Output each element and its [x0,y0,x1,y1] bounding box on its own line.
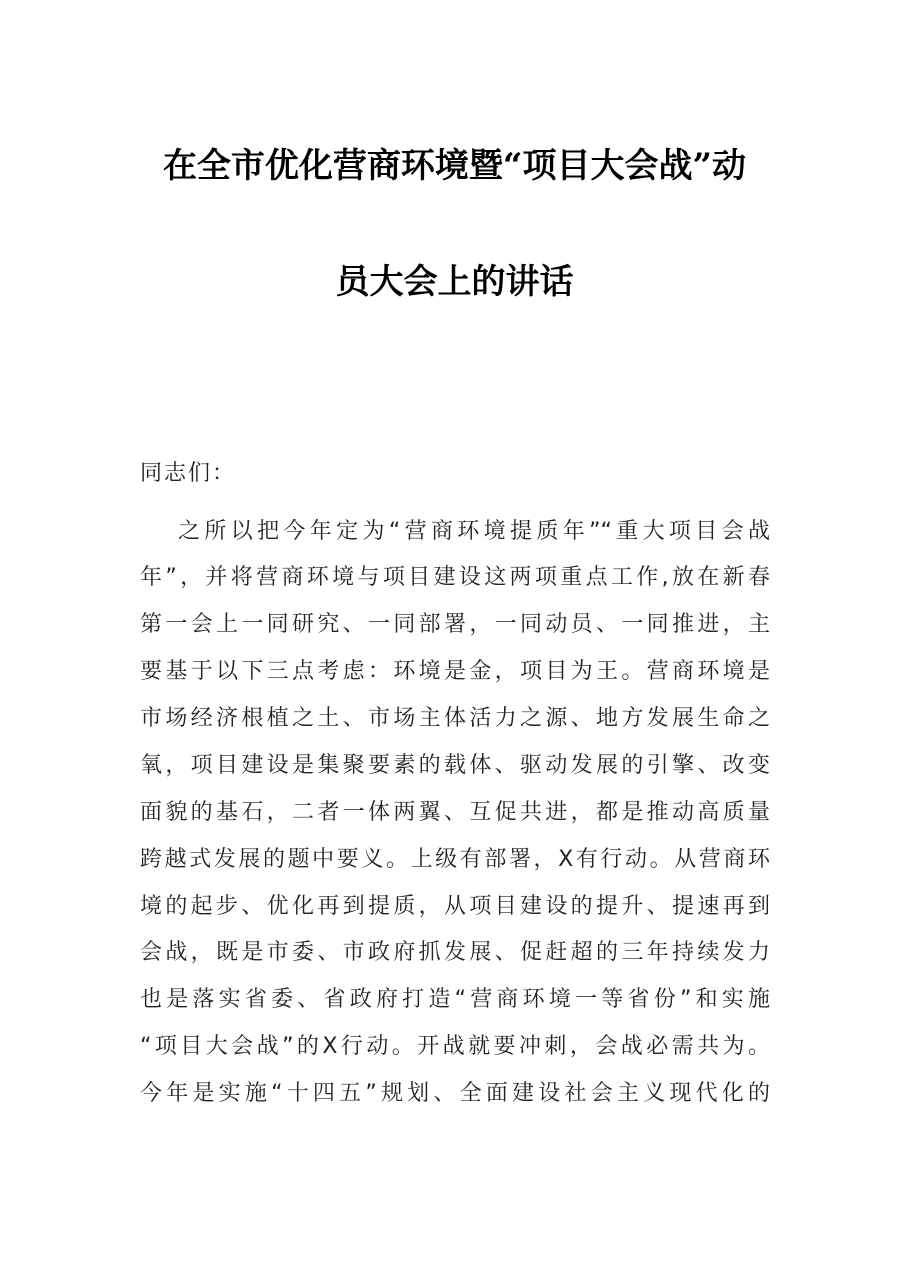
paragraph-line: 氧，项目建设是集聚要素的载体、驱动发展的引擎、改变 [140,753,770,778]
paragraph-line: 第一会上一同研究、一同部署，一同动员、一同推进，主 [140,612,770,637]
salutation: 同志们： [140,461,237,486]
paragraph-line: 会战，既是市委、市政府抓发展、促赶超的三年持续发力 [140,940,770,965]
document-title-line-2: 员大会上的讲话 [335,262,574,302]
paragraph-line: 面貌的基石，二者一体两翼、互促共进，都是推动高质量 [140,800,770,825]
paragraph-line: 年”，并将营商环境与项目建设这两项重点工作,放在新春 [140,565,770,590]
paragraph-line: 今年是实施“十四五”规划、全面建设社会主义现代化的 [140,1081,770,1106]
paragraph-line: 也是落实省委、省政府打造“营商环境一等省份”和实施 [140,987,770,1012]
document-title-line-1: 在全市优化营商环境暨“项目大会战”动 [162,146,747,186]
paragraph-line: 之所以把今年定为“营商环境提质年”“重大项目会战 [178,519,770,544]
paragraph-line: 市场经济根植之土、市场主体活力之源、地方发展生命之 [140,706,770,731]
paragraph-line: 跨越式发展的题中要义。上级有部署，X有行动。从营商环 [140,847,770,872]
paragraph-line: 境的起步、优化再到提质，从项目建设的提升、提速再到 [140,894,770,919]
paragraph-line: 要基于以下三点考虑：环境是金，项目为王。营商环境是 [140,659,770,684]
paragraph-line: “项目大会战”的X行动。开战就要冲刺，会战必需共为。 [140,1034,770,1059]
